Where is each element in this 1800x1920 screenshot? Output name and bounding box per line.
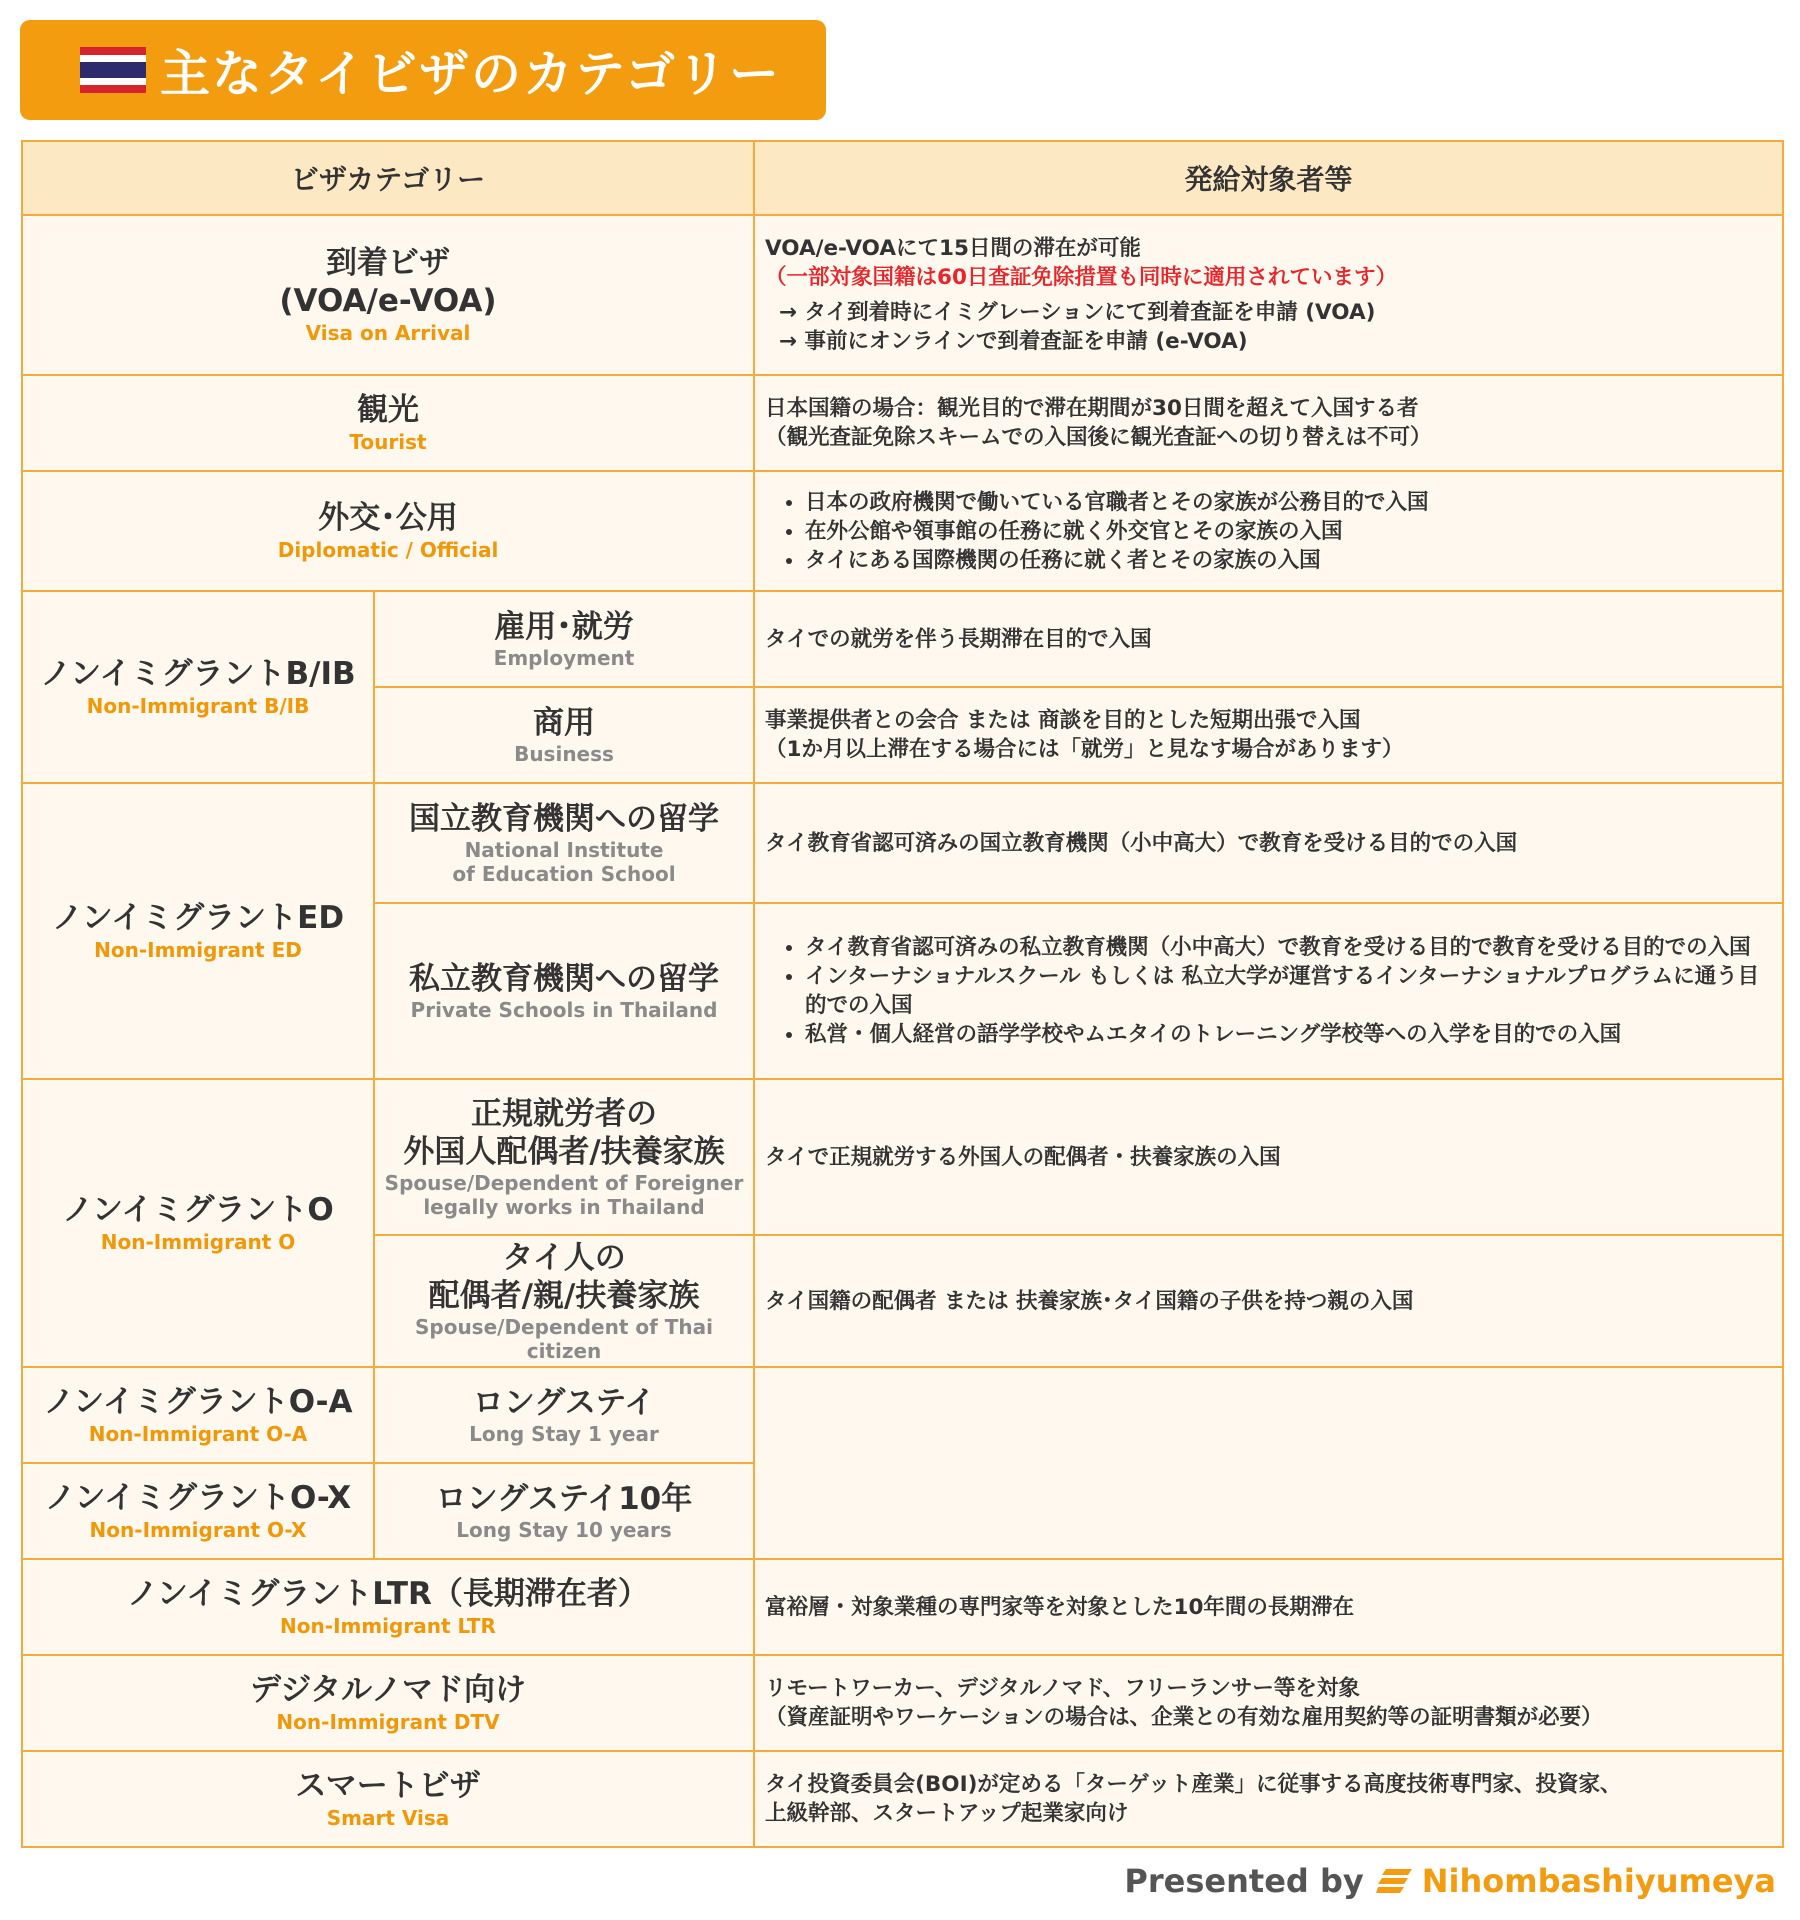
subcategory-jp: 配偶者/親/扶養家族 [428,1278,700,1314]
description-cell [754,591,1783,687]
category-en: Diplomatic / Official [277,538,499,562]
list-item: • 私営・個人経営の語学学校やムエタイのトレーニング学校等への入学を目的での入国 [805,1020,1772,1049]
subcategory-en: Private Schools in Thailand [410,998,718,1022]
subcategory-en: National Institute [464,838,664,862]
subcategory-en: of Education School [452,862,676,886]
description-text: タイ国籍の配偶者 または 扶養家族･タイ国籍の子供を持つ親の入国 [765,1288,1414,1314]
subcategory-en: Spouse/Dependent of Thai citizen [414,1315,714,1363]
table-row [22,1367,1783,1463]
nihombashiyumeya-logo-icon [1376,1867,1414,1895]
subcategory-jp: 私立教育機関への留学 [409,961,719,997]
description-text: 日本国籍の場合：観光目的で滞在期間が30日間を超えて入国する者 [765,396,1419,421]
page-title: 主なタイビザのカテゴリー [160,45,781,103]
category-jp: デジタルノマド向け [250,1672,526,1708]
description-cell [754,1559,1783,1655]
category-en: Visa on Arrival [305,321,471,345]
category-cell [22,215,754,375]
description-cell [754,471,1783,591]
description-text: 上級幹部、スタートアップ起業家向け [765,1801,1129,1826]
subcategory-en: legally works in Thailand [423,1195,705,1219]
subcategory-en: Spouse/Dependent of Foreigner [384,1171,744,1195]
subcategory-cell [374,1235,754,1367]
subcategory-jp: 外国人配偶者/扶養家族 [403,1134,725,1170]
table-row [22,1559,1783,1655]
description-text: 事業提供者との会合 または 商談を目的とした短期出張で入国 [765,708,1361,733]
subcategory-cell [374,1463,754,1559]
description-text: （資産証明やワーケーションの場合は、企業との有効な雇用契約等の証明書類が必要） [765,1705,1603,1730]
description-cell [754,215,1783,375]
description-cell [754,1235,1783,1367]
category-en: Non-Immigrant DTV [276,1710,500,1734]
table-row [22,215,1783,375]
subcategory-cell [374,1079,754,1235]
description-text: （1か月以上滞在する場合には「就労」と見なす場合があります） [765,737,1404,762]
category-cell [22,1079,374,1367]
subcategory-jp: 雇用･就労 [494,609,634,645]
description-cell [754,1079,1783,1235]
subcategory-en: Business [514,742,614,766]
visa-category-table [21,140,1784,1848]
category-en: Non-Immigrant ED [94,938,302,962]
description-cell [754,375,1783,471]
category-cell [22,1367,374,1463]
table-row [22,375,1783,471]
list-item: • タイ教育省認可済みの私立教育機関（小中高大）で教育を受ける目的で教育を受ける目的での入国 [805,933,1772,962]
category-cell [22,591,374,783]
table-row [22,1655,1783,1751]
list-item: • タイにある国際機関の任務に就く者とその家族の入国 [805,546,1772,575]
subcategory-en: Employment [493,646,635,670]
category-en: Non-Immigrant LTR [280,1614,496,1638]
category-en: Non-Immigrant O-X [89,1518,307,1542]
description-text: → タイ到着時にイミグレーションにて到着査証を申請 (VOA) [779,300,1376,325]
category-en: Non-Immigrant B/IB [86,694,310,718]
category-cell [22,1751,754,1847]
description-text: （観光査証免除スキームでの入国後に観光査証への切り替えは不可） [765,425,1432,450]
table-row [22,1079,1783,1235]
header-eligible: 発給対象者等 [754,141,1783,215]
description-text: リモートワーカー、デジタルノマド、フリーランサー等を対象 [765,1676,1360,1701]
table-row [22,783,1783,903]
list-item: • 日本の政府機関で働いている官職者とその家族が公務目的で入国 [805,488,1772,517]
description-text: → 事前にオンラインで到着査証を申請 (e-VOA) [779,329,1248,354]
category-en: Tourist [349,430,427,454]
description-text: 富裕層・対象業種の専門家等を対象とした10年間の長期滞在 [765,1594,1354,1620]
description-list [765,488,1772,575]
list-item: • インターナショナルスクール もしくは 私立大学が運営するインターナショナルプログラムに通う目的での入国 [805,962,1772,1020]
category-jp: ノンイミグラントLTR（長期滞在者） [127,1576,649,1612]
category-jp: ノンイミグラントB/IB [40,656,356,692]
category-en: Smart Visa [326,1806,450,1830]
brand-name: Nihombashiyumeya [1421,1862,1776,1900]
subcategory-jp: 商用 [533,705,595,741]
category-jp: 到着ビザ [326,245,450,281]
category-cell [22,471,754,591]
subcategory-jp: ロングステイ [472,1385,656,1421]
category-jp: 外交･公用 [318,500,458,536]
header-category: ビザカテゴリー [22,141,754,215]
category-cell [22,1559,754,1655]
presented-by-text: Presented by [1124,1862,1364,1900]
category-jp: スマートビザ [295,1768,481,1804]
subcategory-cell [374,903,754,1079]
description-cell [754,1751,1783,1847]
category-jp: (VOA/e-VOA) [279,283,497,319]
category-cell [22,1463,374,1559]
subcategory-jp: ロングステイ10年 [435,1481,693,1517]
subcategory-cell [374,1367,754,1463]
description-cell [754,687,1783,783]
category-cell [22,783,374,1079]
subcategory-jp: 国立教育機関への留学 [409,801,719,837]
category-jp: ノンイミグラントO-A [43,1384,353,1420]
subcategory-cell [374,687,754,783]
table-row [22,1751,1783,1847]
subcategory-cell [374,783,754,903]
footer-credit [1124,1862,1776,1900]
category-en: Non-Immigrant O [100,1230,296,1254]
description-cell [754,783,1783,903]
description-text: VOA/e-VOAにて15日間の滞在が可能 [765,236,1141,261]
table-row [22,471,1783,591]
table-header-row [22,141,1783,215]
category-jp: ノンイミグラントO [62,1192,334,1228]
category-cell [22,1655,754,1751]
category-jp: 観光 [357,392,419,428]
description-text: タイで正規就労する外国人の配偶者・扶養家族の入国 [765,1144,1281,1170]
description-note-red: （一部対象国籍は60日査証免除措置も同時に適用されています） [765,265,1397,290]
description-text: タイ教育省認可済みの国立教育機関（小中高大）で教育を受ける目的での入国 [765,830,1518,856]
category-jp: ノンイミグラントO-X [44,1480,352,1516]
description-cell [754,1655,1783,1751]
subcategory-en: Long Stay 10 years [456,1518,672,1542]
title-banner [20,20,826,120]
description-cell [754,903,1783,1079]
subcategory-en: Long Stay 1 year [469,1422,659,1446]
category-jp: ノンイミグラントED [51,900,345,936]
thailand-flag-icon [80,47,146,93]
table-row [22,591,1783,687]
description-list [765,933,1772,1049]
subcategory-cell [374,591,754,687]
subcategory-jp: 正規就労者の [471,1096,657,1132]
subcategory-jp: タイ人の [502,1240,626,1276]
description-cell [754,1367,1783,1559]
category-cell [22,375,754,471]
category-en: Non-Immigrant O-A [88,1422,308,1446]
description-text: タイでの就労を伴う長期滞在目的で入国 [765,626,1152,652]
list-item: • 在外公館や領事館の任務に就く外交官とその家族の入国 [805,517,1772,546]
description-text: タイ投資委員会(BOI)が定める「ターゲット産業」に従事する高度技術専門家、投資家、 [765,1772,1622,1797]
